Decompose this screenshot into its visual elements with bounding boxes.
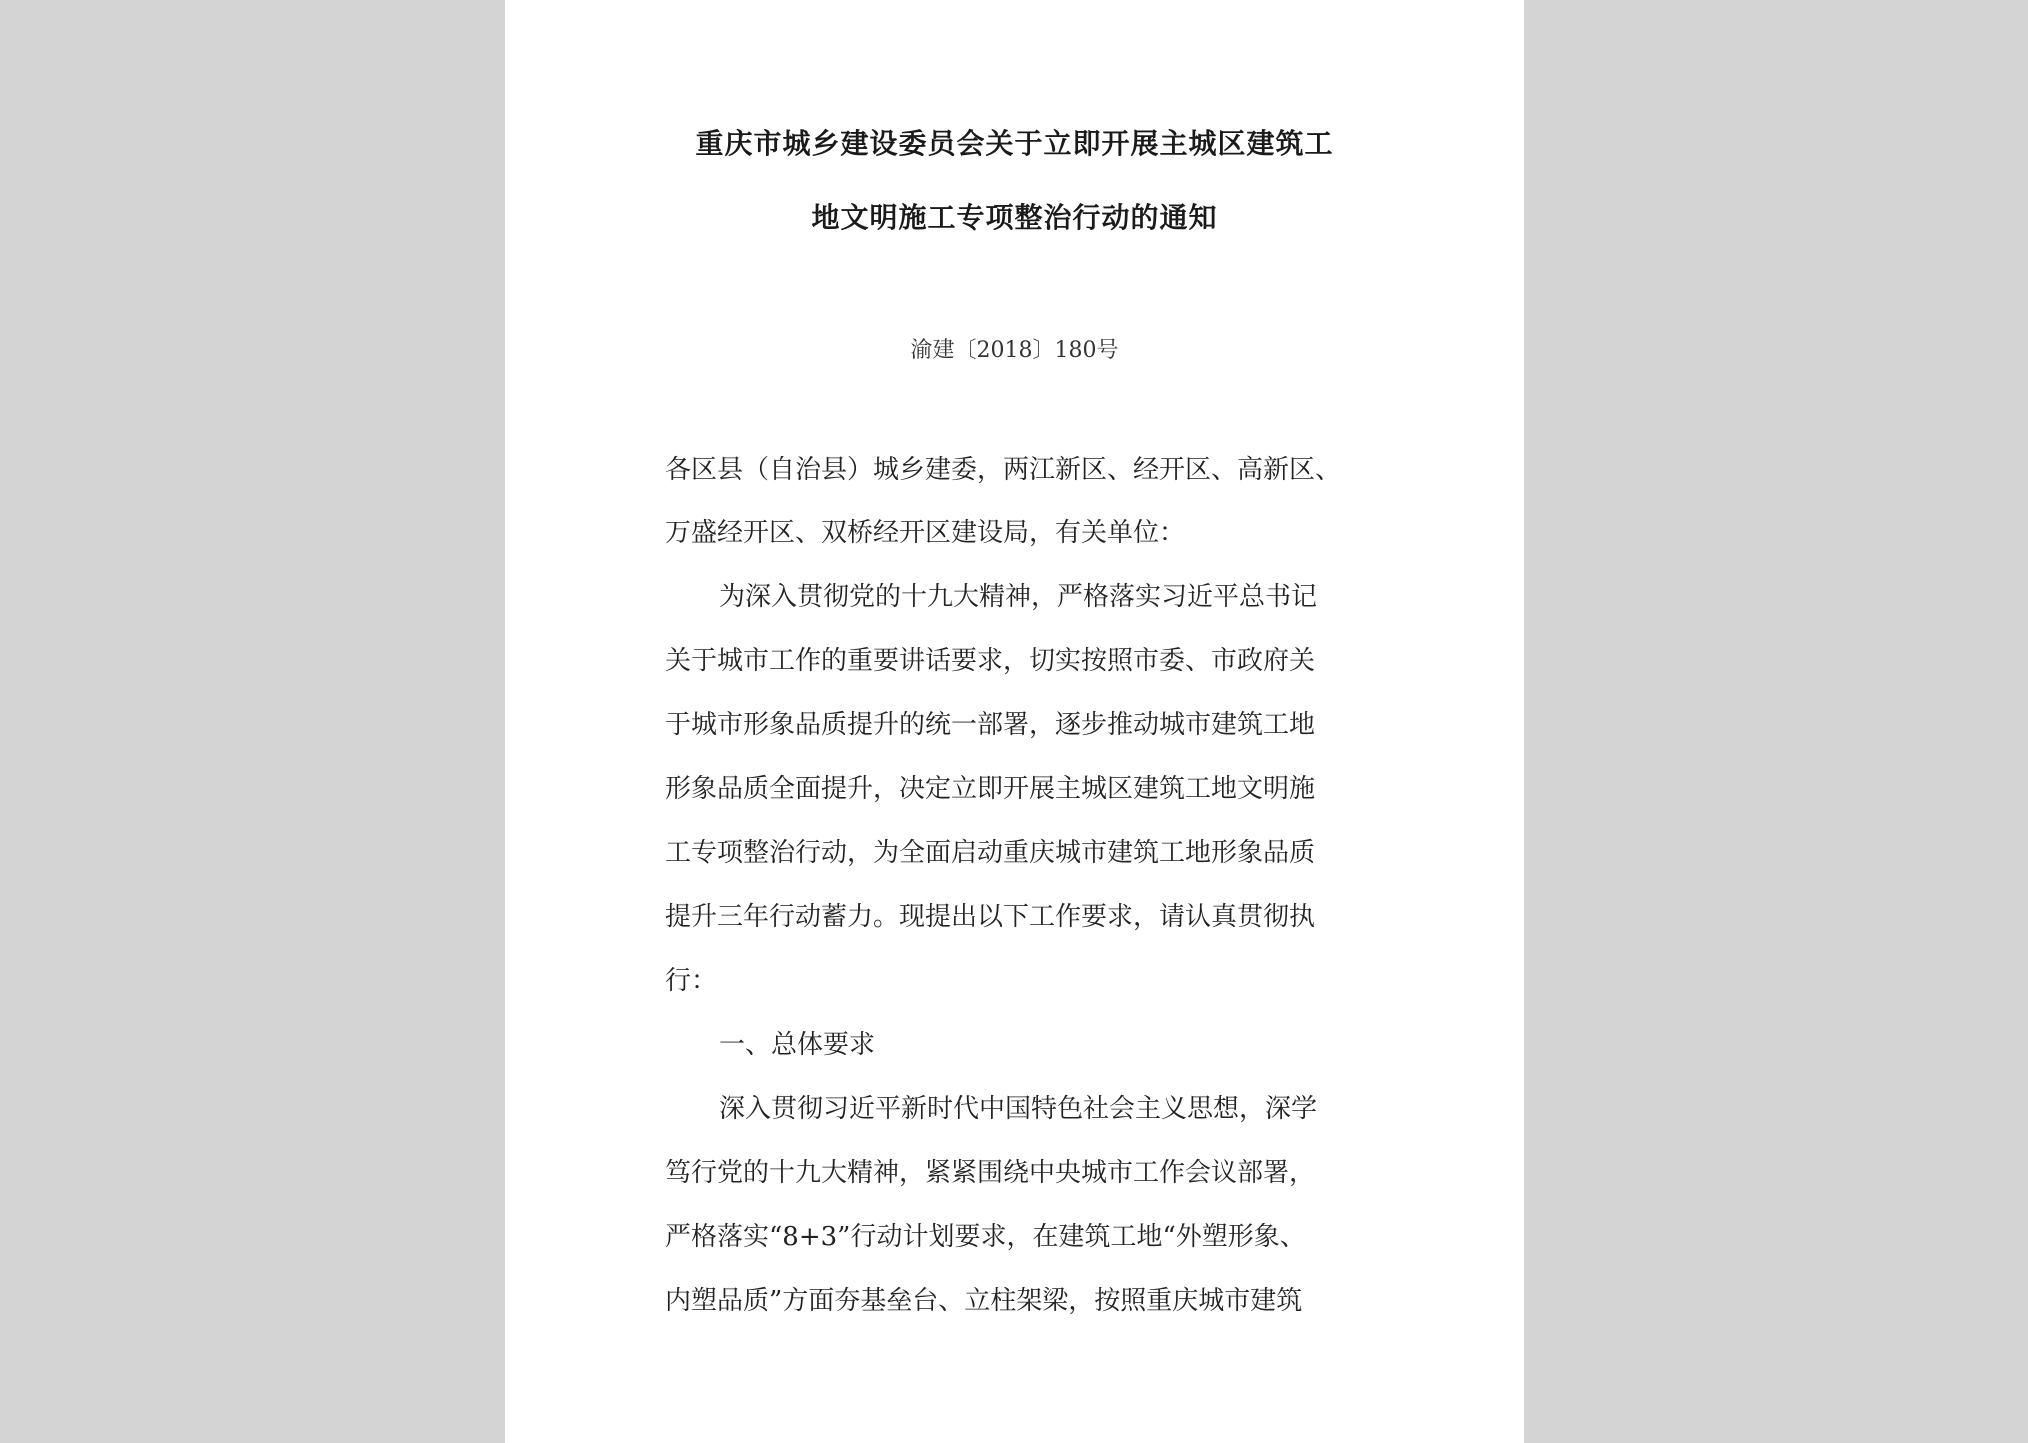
document-title-line-2: 地文明施工专项整治行动的通知 [811,201,1218,234]
section-heading: 一、总体要求 [719,1030,876,1060]
document-title-line-1: 重庆市城乡建设委员会关于立即开展主城区建筑工 [695,127,1334,160]
document-number: 渝建〔2018〕180号 [910,338,1119,363]
body-line-4: 关于城市工作的重要讲话要求，切实按照市委、市政府关 [665,646,1316,676]
body-line-14: 内塑品质”方面夯基垒台、立柱架梁，按照重庆城市建筑 [665,1286,1303,1316]
body-line-5: 于城市形象品质提升的统一部署，逐步推动城市建筑工地 [665,710,1316,740]
body-line-7: 工专项整治行动，为全面启动重庆城市建筑工地形象品质 [665,838,1316,868]
body-line-8: 提升三年行动蓄力。现提出以下工作要求，请认真贯彻执 [665,902,1316,932]
body-line-11: 深入贯彻习近平新时代中国特色社会主义思想，深学 [719,1094,1318,1124]
body-line-13: 严格落实“8+3”行动计划要求，在建筑工地“外塑形象、 [665,1222,1306,1252]
body-line-1: 各区县（自治县）城乡建委，两江新区、经开区、高新区、 [665,455,1342,485]
body-line-12: 笃行党的十九大精神，紧紧围绕中央城市工作会议部署， [665,1158,1316,1188]
body-line-9: 行： [665,966,718,996]
body-line-3: 为深入贯彻党的十九大精神，严格落实习近平总书记 [719,582,1318,612]
body-line-2: 万盛经开区、双桥经开区建设局，有关单位： [665,518,1186,548]
document-page [505,0,1524,1443]
body-line-6: 形象品质全面提升，决定立即开展主城区建筑工地文明施 [665,774,1316,804]
